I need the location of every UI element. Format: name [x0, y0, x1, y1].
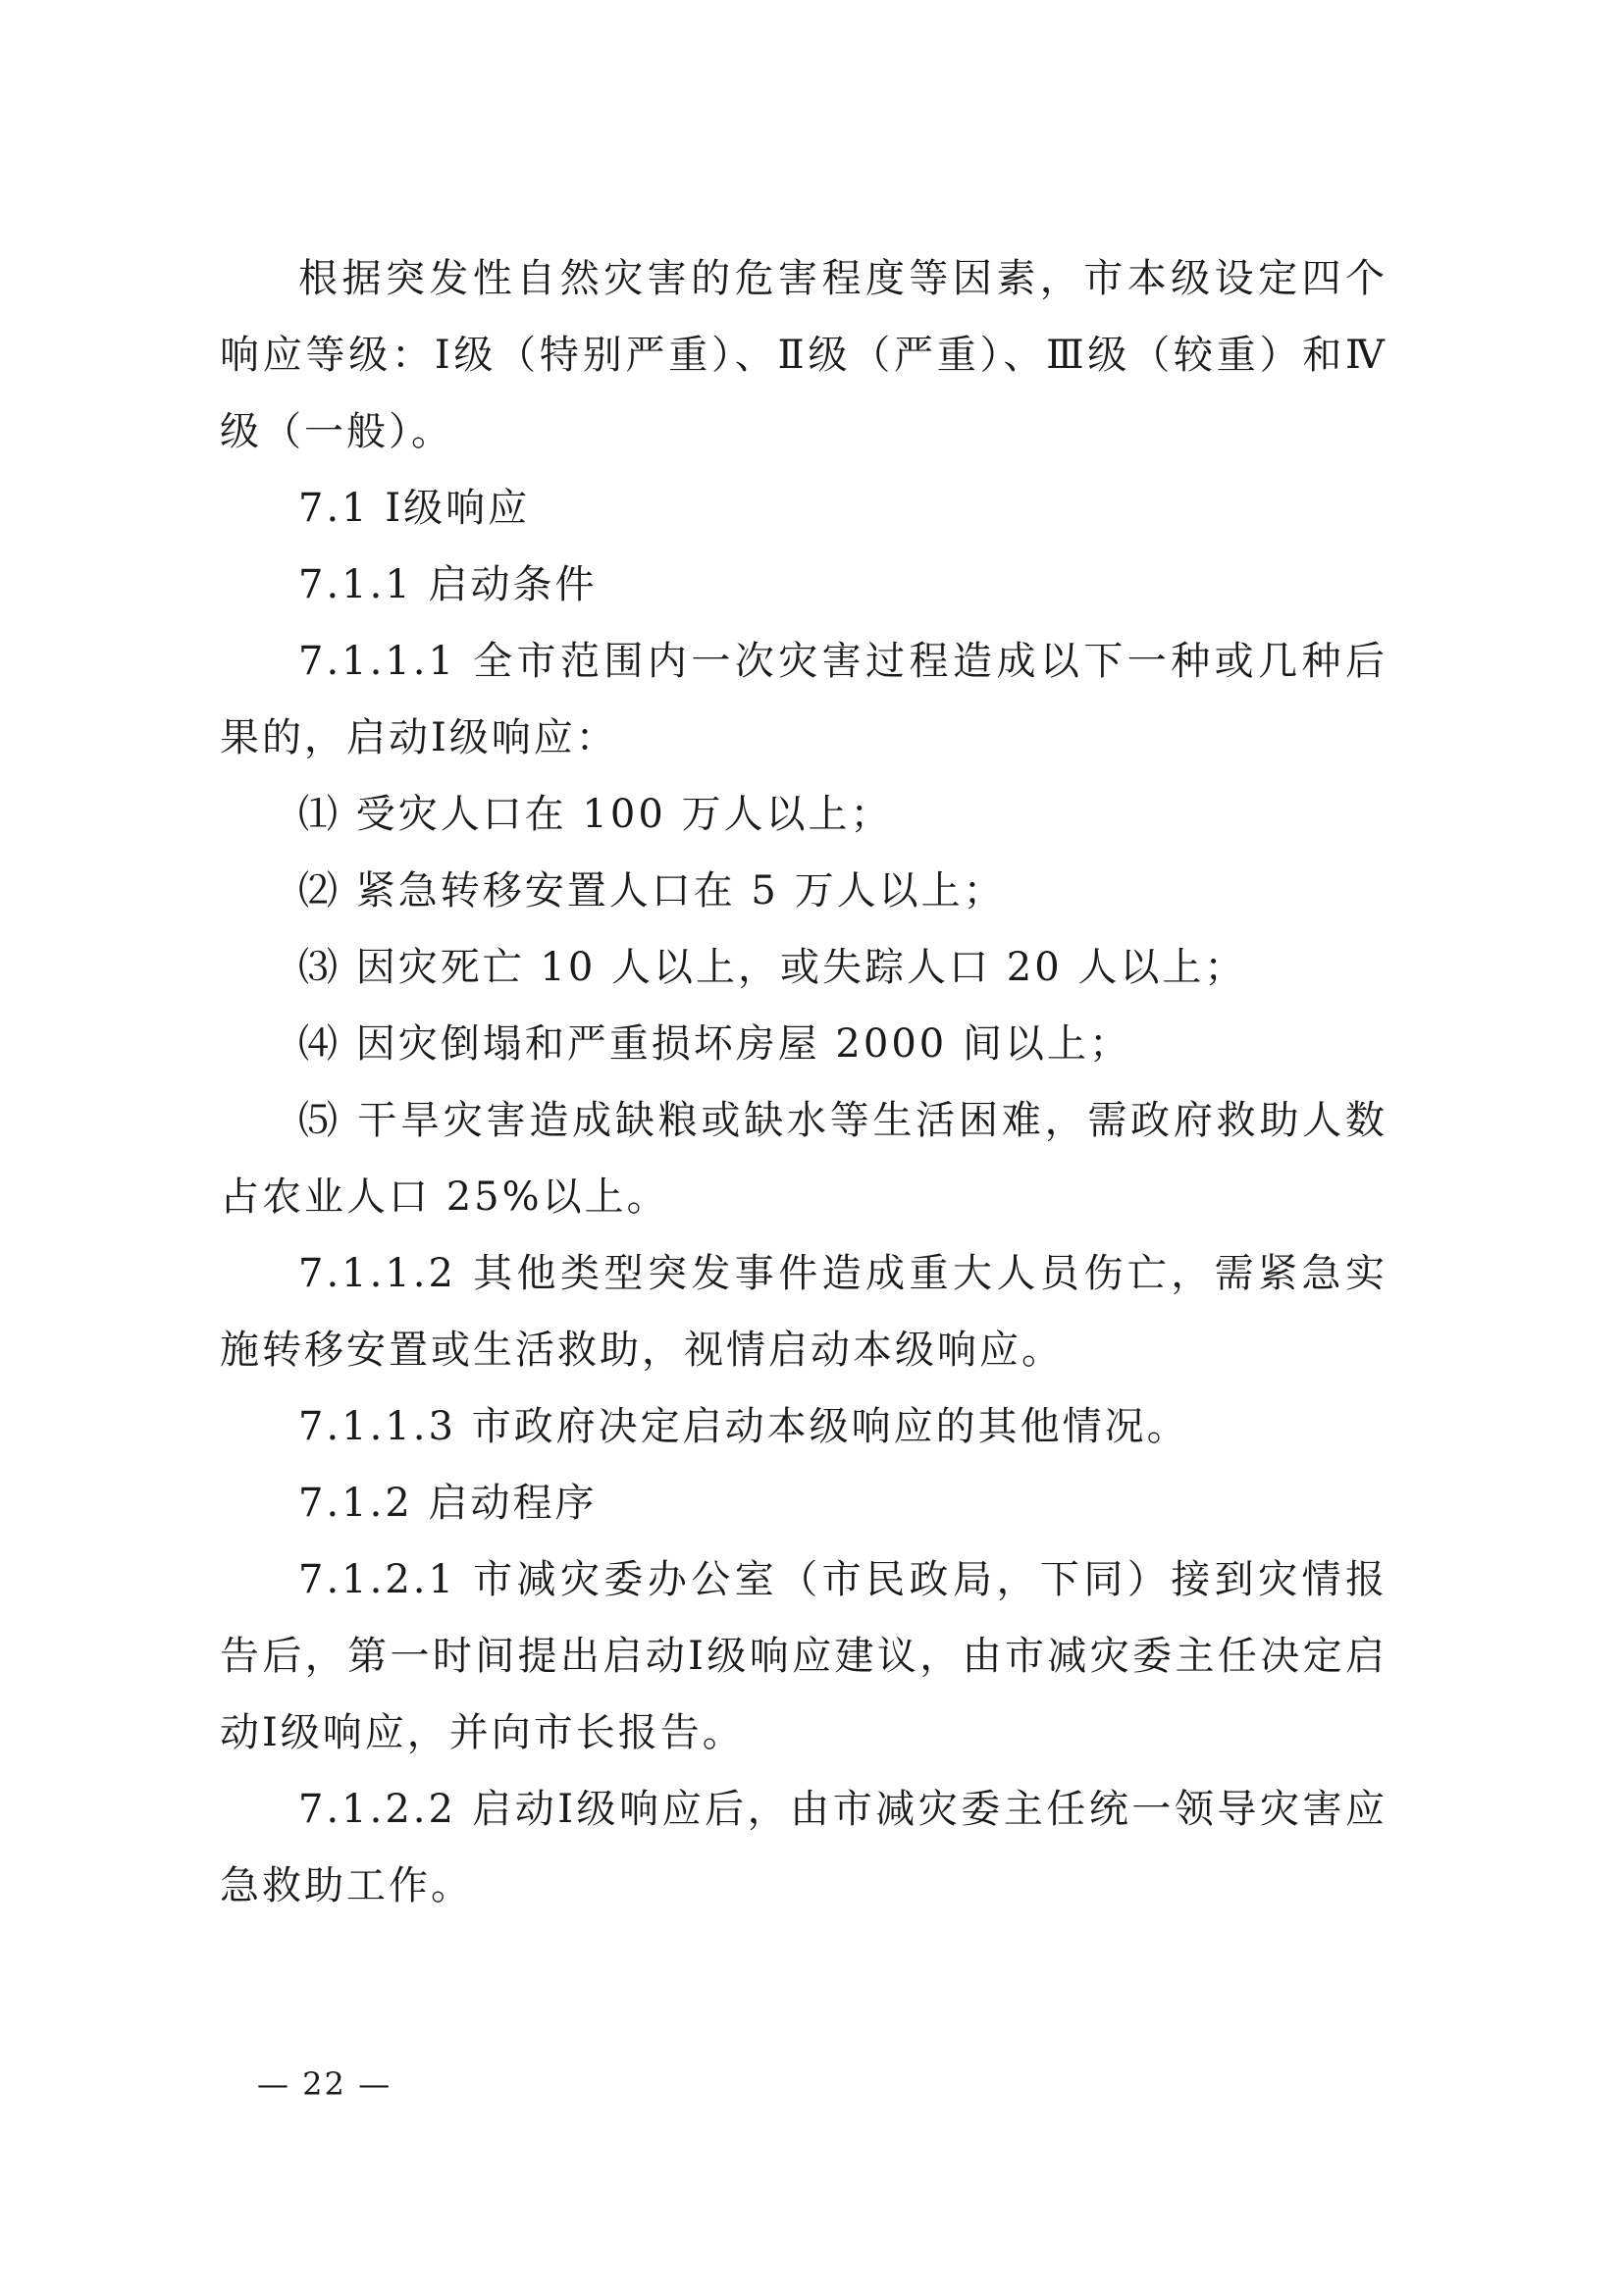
clause-7-1-1-2: 7.1.1.2 其他类型突发事件造成重大人员伤亡，需紧急实施转移安置或生活救助，视情启动本级响应。: [220, 1251, 1387, 1373]
section-heading-7-1-1: 7.1.1 启动条件: [298, 562, 598, 607]
clause-7-1-1-3: 7.1.1.3 市政府决定启动本级响应的其他情况。: [298, 1404, 1189, 1449]
clause-7-1-2-1: 7.1.2.1 市减灾委办公室（市民政局，下同）接到灾情报告后，第一时间提出启动Ⅰ级响应建议，由市减灾委主任决定启动Ⅰ级响应，并向市长报告。: [220, 1557, 1387, 1755]
list-item-5: ⑸ 干旱灾害造成缺粮或缺水等生活困难，需政府救助人数占农业人口 25%以上。: [220, 1098, 1387, 1220]
document-body: [220, 240, 1387, 1924]
list-item-4: ⑷ 因灾倒塌和严重损坏房屋 2000 间以上；: [298, 1021, 1131, 1067]
clause-7-1-2-2: 7.1.2.2 启动Ⅰ级响应后，由市减灾委主任统一领导灾害应急救助工作。: [220, 1787, 1387, 1908]
list-item-2: ⑵ 紧急转移安置人口在 5 万人以上；: [298, 868, 1006, 913]
section-heading-7-1: 7.1 Ⅰ级响应: [298, 486, 531, 531]
list-item-1: ⑴ 受灾人口在 100 万人以上；: [298, 792, 893, 837]
list-item-3: ⑶ 因灾死亡 10 人以上，或失踪人口 20 人以上；: [298, 945, 1247, 990]
page-number: — 22 —: [257, 2065, 393, 2103]
section-heading-7-1-2: 7.1.2 启动程序: [298, 1481, 598, 1526]
intro-paragraph: 根据突发性自然灾害的危害程度等因素，市本级设定四个响应等级：Ⅰ级（特别严重）、Ⅱ级（严重）、Ⅲ级（较重）和Ⅳ级（一般）。: [220, 256, 1387, 454]
clause-7-1-1-1: 7.1.1.1 全市范围内一次灾害过程造成以下一种或几种后果的，启动Ⅰ级响应：: [220, 639, 1387, 760]
